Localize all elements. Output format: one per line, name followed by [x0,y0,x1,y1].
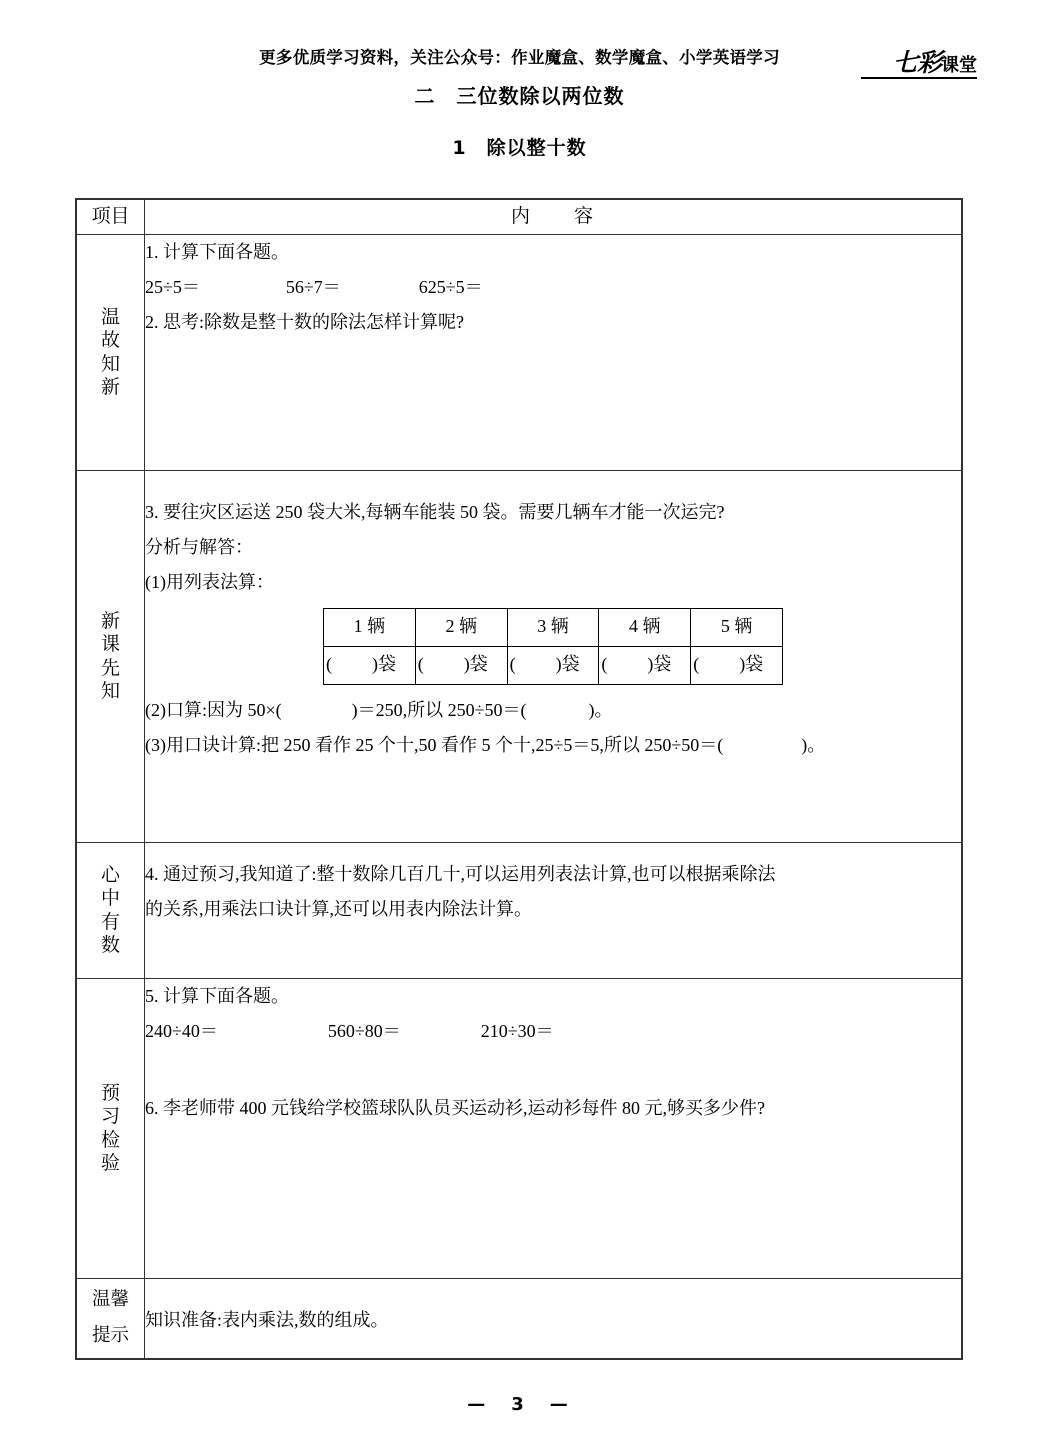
exercise-row-1 [145,270,961,305]
row-content-preview [145,471,962,843]
grid-answer-cell[interactable] [507,647,599,685]
grid-answer-cell[interactable] [324,647,416,685]
grid-header-cell: 5 辆 [691,609,783,647]
label-char: 先 [100,657,120,679]
grid-answer-cell[interactable] [691,647,783,685]
row-label-tips [77,1279,145,1359]
paren-open: ( [326,654,332,675]
row-label-know [77,843,145,979]
expr-210-div-30: 210÷30＝ [480,1021,554,1042]
question-5: 5. 计算下面各题。 [145,986,289,1006]
paren-close-unit: )袋 [372,654,396,675]
label-char: 新 [100,611,120,633]
step-3-part-a: (3)用口诀计算:把 250 看作 25 个十,50 看作 5 个十,25÷5＝5,所以 250÷50＝( [145,735,724,756]
grid-answer-cell[interactable] [415,647,507,685]
table-row-review [77,235,962,471]
grid-header-cell: 1 辆 [324,609,416,647]
question-4-line-1: 4. 通过预习,我知道了:整十数除几百几十,可以运用列表法计算,也可以根据乘除法 [145,864,776,884]
chapter-title: 二 三位数除以两位数 [414,84,625,108]
expr-240-div-40: 240÷40＝ [145,1021,218,1042]
grid-header-cell: 3 辆 [507,609,599,647]
expr-625-div-5: 625÷5＝ [418,277,483,298]
header-cell-label: 项目 [77,200,145,235]
question-2: 2. 思考:除数是整十数的除法怎样计算呢? [145,312,464,333]
paren-open: ( [509,654,516,675]
label-line: 温馨 [91,1290,129,1311]
exercise-row-2 [145,1014,961,1049]
paren-open: ( [417,654,424,675]
paren-open: ( [693,654,700,675]
question-4-line-2: 的关系,用乘法口诀计算,还可以用表内除法计算。 [145,899,532,920]
grid-header-cell: 4 辆 [599,609,691,647]
grid-header-cell: 2 辆 [415,609,507,647]
table-header-row [77,200,962,235]
answer-grid-header-row [324,609,783,647]
answer-grid-wrapper [145,608,961,685]
step-2-line [145,693,961,728]
question-1: 1. 计算下面各题。 [145,242,289,262]
label-line: 提示 [91,1325,129,1346]
label-char: 课 [100,634,120,656]
brand-logo [857,50,977,79]
label-char: 心 [100,865,120,887]
question-6: 6. 李老师带 400 元钱给学校篮球队队员买运动衫,运动衫每件 80 元,够买多少件? [145,1098,765,1119]
row-content-check [145,979,962,1279]
header-cell-content: 内 容 [145,200,962,235]
row-label-preview [77,471,145,843]
row-label-check [77,979,145,1279]
label-char: 知 [100,353,120,375]
grid-answer-cell[interactable] [599,647,691,685]
label-char: 中 [100,888,120,910]
paren-close-unit: )袋 [647,654,672,675]
question-3: 3. 要往灾区运送 250 袋大米,每辆车能装 50 袋。需要几辆车才能一次运完? [145,502,725,522]
logo-main-text: 七彩 [892,48,941,77]
expr-25-div-5: 25÷5＝ [145,277,200,298]
table-row-preview [77,471,962,843]
label-char: 知 [100,680,120,702]
paren-open: ( [601,654,608,675]
promo-banner: 更多优质学习资料，关注公众号：作业魔盒、数学魔盒、小学英语学习 [259,48,780,67]
row-content-know [145,843,962,979]
table-row-check [77,979,962,1279]
label-char: 新 [100,376,120,398]
analysis-heading: 分析与解答： [145,537,253,558]
row-content-tips: 知识准备:表内乘法,数的组成。 [145,1279,962,1359]
answer-grid-input-row [324,647,783,685]
logo-text [893,50,977,75]
worksheet-table [75,198,963,1360]
logo-small-text: 课堂 [941,55,977,76]
step-2-part-b: )＝250,所以 250÷50＝( [351,700,527,721]
expr-56-div-7: 56÷7＝ [285,277,341,298]
step-3-line [145,728,961,763]
row-content-review [145,235,962,471]
page-number: — 3 — [467,1394,572,1415]
paren-close-unit: )袋 [555,654,580,675]
label-char: 验 [100,1152,120,1174]
step-3-part-b: )。 [801,735,826,756]
table-row-tips [77,1279,962,1359]
step-1-heading: (1)用列表法算： [145,572,274,593]
expr-560-div-80: 560÷80＝ [327,1021,401,1042]
label-char: 检 [100,1129,120,1151]
label-char: 习 [100,1106,120,1128]
page-title: 1 除以整十数 [452,137,587,159]
row-label-review [77,235,145,471]
paren-close-unit: )袋 [463,654,488,675]
label-char: 数 [100,934,120,956]
paren-close-unit: )袋 [739,654,764,675]
table-row-know [77,843,962,979]
label-char: 温 [100,307,120,329]
label-char: 有 [100,911,120,933]
label-char: 故 [100,330,120,352]
step-2-part-a: (2)口算:因为 50×( [145,700,282,721]
step-2-part-c: )。 [588,700,613,721]
answer-grid [323,608,783,685]
label-char: 预 [100,1083,120,1105]
logo-underline [861,77,977,79]
